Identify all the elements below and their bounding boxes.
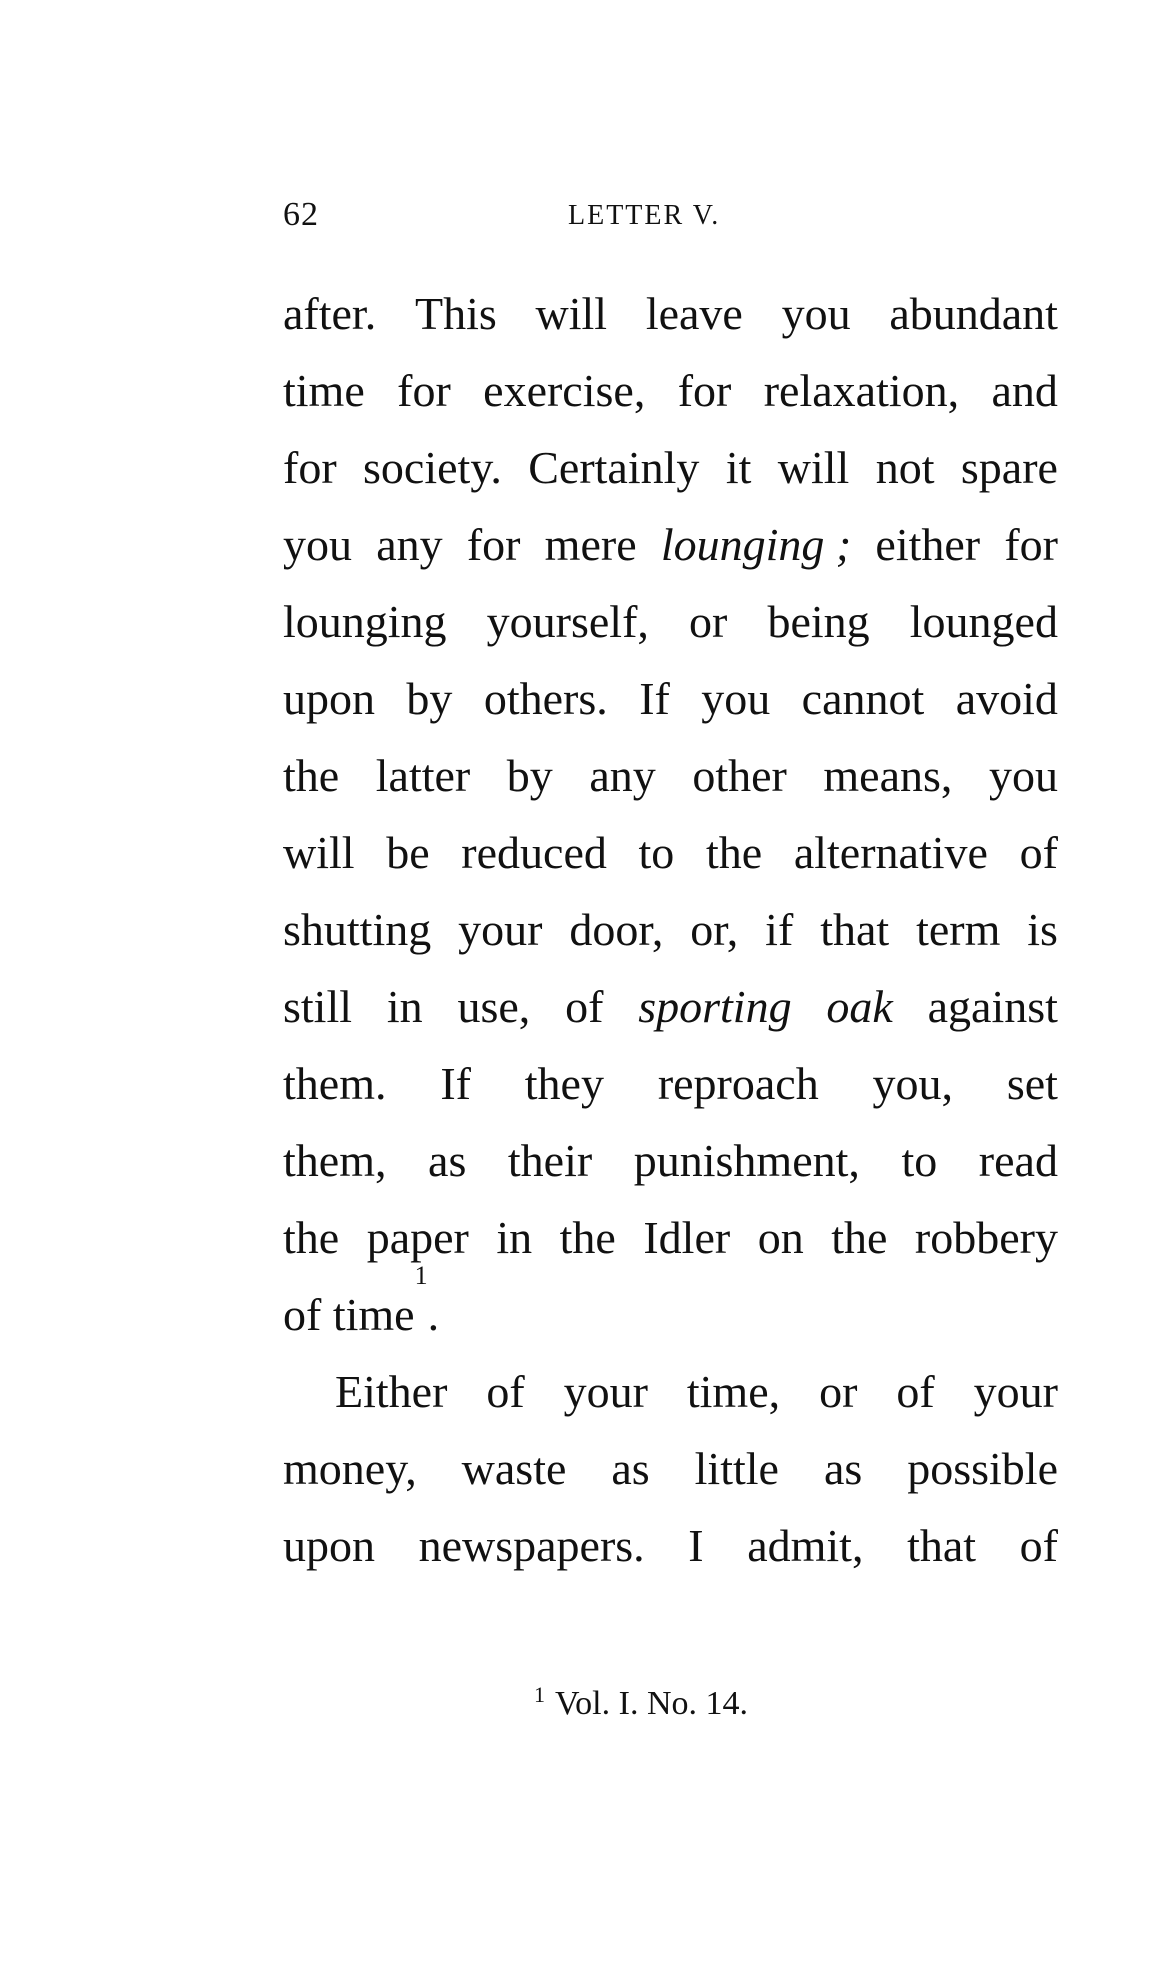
word: or (689, 596, 728, 647)
word: for (397, 365, 451, 416)
footnote (534, 1682, 748, 1723)
text-line (283, 1261, 1058, 1353)
word: after. (283, 288, 377, 339)
word: to (901, 1135, 938, 1186)
word: yourself, (486, 596, 649, 647)
word: as (823, 1443, 863, 1494)
word: abundant (889, 288, 1058, 339)
word: avoid (955, 673, 1058, 724)
body-text (283, 275, 1058, 1584)
word: the (705, 827, 763, 878)
word: or, (690, 904, 739, 955)
sentence-end: . (427, 1289, 440, 1340)
word: read (978, 1135, 1058, 1186)
word: means, (823, 750, 953, 801)
text-line (283, 1122, 1058, 1199)
word: Certainly (528, 442, 700, 493)
word: punishment, (633, 1135, 860, 1186)
word: your (458, 904, 543, 955)
word: door, (569, 904, 664, 955)
word: of (565, 981, 604, 1032)
word: of (486, 1366, 525, 1417)
text-line (283, 429, 1058, 506)
word: for (1004, 519, 1058, 570)
word: time, (686, 1366, 781, 1417)
word: little (694, 1443, 779, 1494)
word: be (386, 827, 430, 878)
word: of (1019, 827, 1058, 878)
word: in (386, 981, 423, 1032)
text-line (283, 583, 1058, 660)
word: you, (872, 1058, 954, 1109)
word: society. (363, 442, 502, 493)
word: in (496, 1212, 533, 1263)
word: the (559, 1212, 616, 1263)
word: leave (645, 288, 743, 339)
italic-word: oak (826, 981, 893, 1032)
word: term (916, 904, 1001, 955)
italic-word: sporting (638, 981, 792, 1032)
word: the (283, 750, 340, 801)
word: you (283, 519, 352, 570)
word: your (563, 1366, 648, 1417)
word: exercise, (483, 365, 646, 416)
text-line (283, 737, 1058, 814)
word: the (831, 1212, 888, 1263)
text-line (283, 814, 1058, 891)
word: lounging (283, 596, 447, 647)
word: if (765, 904, 794, 955)
word: to (638, 827, 675, 878)
text-line (283, 968, 1058, 1045)
word: admit, (747, 1520, 864, 1571)
word: waste (461, 1443, 567, 1494)
footnote-text: Vol. I. No. 14. (555, 1685, 748, 1722)
footnote-mark: 1 (534, 1682, 545, 1707)
text-line (283, 1199, 1058, 1276)
text-line (283, 275, 1058, 352)
text-line (283, 660, 1058, 737)
word: reproach (657, 1058, 819, 1109)
word: any (376, 519, 443, 570)
word: any (589, 750, 656, 801)
page-number: 62 (283, 196, 319, 233)
word: other (692, 750, 787, 801)
word: mere (544, 519, 637, 570)
word: others. (483, 673, 608, 724)
text-line (283, 1045, 1058, 1122)
word: as (428, 1135, 467, 1186)
word: is (1027, 904, 1058, 955)
word: will (283, 827, 355, 878)
word: that (907, 1520, 977, 1571)
word: relaxation, (763, 365, 960, 416)
word: of (896, 1366, 935, 1417)
text-line (283, 1430, 1058, 1507)
word: upon (283, 1520, 375, 1571)
word: they (524, 1058, 604, 1109)
word: that (820, 904, 890, 955)
footnote-reference[interactable]: 1 (414, 1261, 428, 1290)
word: your (973, 1366, 1058, 1417)
word: lounged (909, 596, 1058, 647)
word: the (283, 1212, 340, 1263)
text-line (283, 1507, 1058, 1584)
running-head (283, 196, 1053, 236)
word: upon (283, 673, 375, 724)
word: it (725, 442, 752, 493)
word: still (283, 981, 353, 1032)
word: reduced (461, 827, 607, 878)
word: either (875, 519, 981, 570)
text-line (283, 891, 1058, 968)
word: of (283, 1289, 322, 1340)
word: use, (457, 981, 531, 1032)
word: you (988, 750, 1058, 801)
running-title: LETTER V. (568, 200, 721, 231)
word: for (677, 365, 732, 416)
word: time (332, 1289, 415, 1340)
word: possible (907, 1443, 1058, 1494)
italic-word: lounging ; (660, 519, 852, 570)
word: and (991, 365, 1058, 416)
word: of (1019, 1520, 1058, 1571)
text-line (283, 352, 1058, 429)
word: being (767, 596, 870, 647)
word: If (639, 673, 670, 724)
word: robbery (914, 1212, 1058, 1263)
word: against (927, 981, 1058, 1032)
word: will (535, 288, 608, 339)
word: for (466, 519, 521, 570)
word: you (781, 288, 851, 339)
word: shutting (283, 904, 432, 955)
word: by (506, 750, 553, 801)
word: latter (375, 750, 471, 801)
word: their (507, 1135, 593, 1186)
word: spare (960, 442, 1058, 493)
word: set (1006, 1058, 1058, 1109)
word: paper (366, 1212, 469, 1263)
word: for (283, 442, 337, 493)
word: cannot (801, 673, 925, 724)
text-line (283, 506, 1058, 583)
word: This (414, 288, 497, 339)
word: newspapers. (418, 1520, 645, 1571)
word: money, (283, 1443, 417, 1494)
word: or (819, 1366, 858, 1417)
word: them. (283, 1058, 387, 1109)
word: Either (335, 1366, 448, 1417)
word: by (406, 673, 453, 724)
word: time (283, 365, 365, 416)
word: If (440, 1058, 471, 1109)
word: not (875, 442, 935, 493)
text-line (283, 1353, 1058, 1430)
word: Idler (643, 1212, 731, 1263)
word: alternative (793, 827, 988, 878)
word: you (701, 673, 771, 724)
word: as (611, 1443, 650, 1494)
word: them, (283, 1135, 387, 1186)
word: I (688, 1520, 704, 1571)
word: will (777, 442, 850, 493)
word: on (757, 1212, 804, 1263)
